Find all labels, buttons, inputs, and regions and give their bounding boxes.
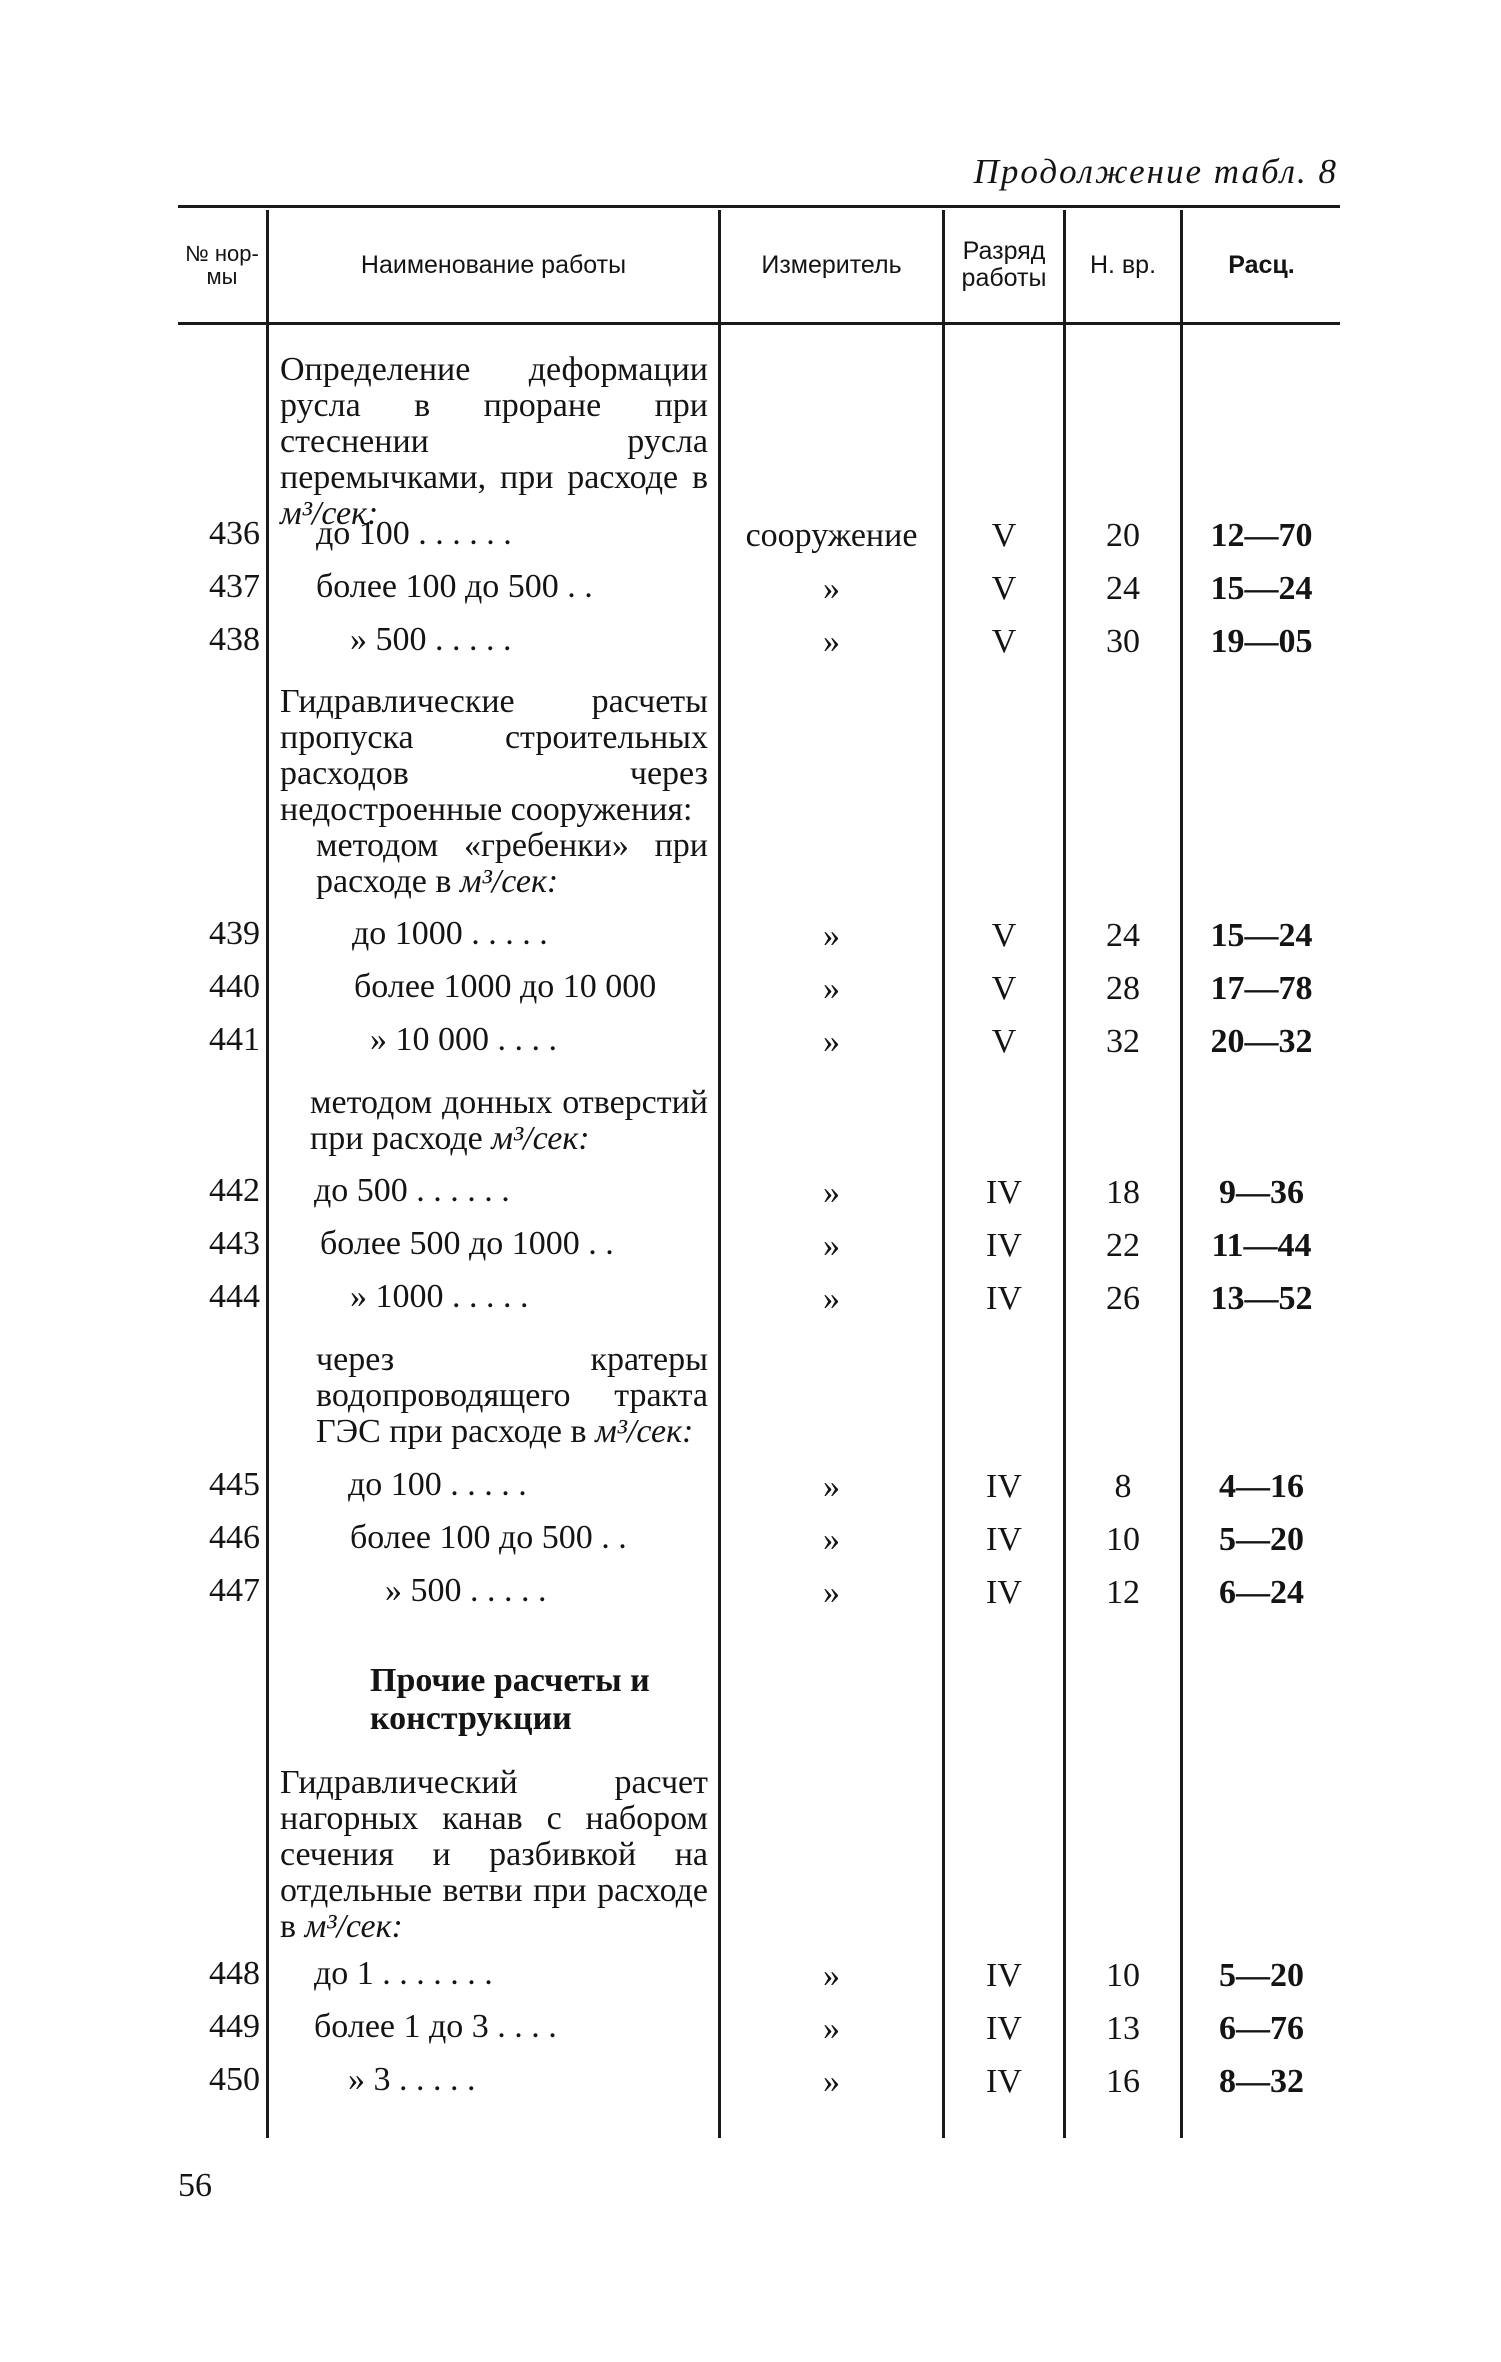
- header-time-norm: Н. вр.: [1089, 250, 1157, 279]
- norm-number: 443: [209, 1225, 260, 1262]
- grade-cell: IV: [986, 2010, 1022, 2047]
- unit-cell: »: [823, 917, 840, 954]
- time-cell: 24: [1106, 570, 1140, 607]
- grade-cell: IV: [986, 1227, 1022, 1264]
- unit-cell: »: [823, 623, 840, 660]
- rate-cell: 4—16: [1219, 1468, 1304, 1505]
- work-name: более 1 до 3 . . . .: [314, 2008, 557, 2045]
- norm-number: 448: [209, 1955, 260, 1992]
- column-divider-1: [266, 210, 269, 2138]
- rate-cell: 9—36: [1219, 1174, 1304, 1211]
- description-block: [316, 1342, 708, 1450]
- work-name: более 100 до 500 . .: [316, 568, 593, 605]
- norm-number: 441: [209, 1021, 260, 1058]
- norm-number: 436: [209, 515, 260, 552]
- time-cell: 22: [1106, 1227, 1140, 1264]
- work-name: » 1000 . . . . .: [350, 1278, 529, 1315]
- rate-cell: 20—32: [1210, 1023, 1313, 1060]
- unit-cell: »: [823, 1227, 840, 1264]
- unit-text: м³/сек:: [491, 1120, 590, 1157]
- description-text: Гидравлический расчет нагорных канав с набором сечения и разбивкой на отдельные ветви при расходе в: [280, 1764, 708, 1945]
- unit-cell: »: [823, 1468, 840, 1505]
- unit-cell: »: [823, 2010, 840, 2047]
- rate-cell: 17—78: [1210, 970, 1313, 1007]
- unit-text: м³/сек:: [459, 863, 559, 900]
- work-name: » 3 . . . . .: [348, 2061, 476, 2098]
- unit-cell: »: [823, 570, 840, 607]
- work-name: » 500 . . . . .: [350, 621, 512, 658]
- grade-cell: IV: [986, 2063, 1022, 2100]
- unit-cell: »: [823, 970, 840, 1007]
- page-number: 56: [178, 2167, 212, 2204]
- norm-number: 437: [209, 568, 260, 605]
- work-name: до 1000 . . . . .: [352, 915, 548, 952]
- work-name: до 500 . . . . . .: [314, 1172, 510, 1209]
- description-block: [310, 1085, 708, 1157]
- unit-text: м³/сек:: [304, 1908, 403, 1945]
- time-cell: 28: [1106, 970, 1140, 1007]
- work-name: более 100 до 500 . .: [350, 1519, 627, 1556]
- header-work-name: Наименование работы: [360, 250, 627, 279]
- table-caption: Продолжение табл. 8: [973, 152, 1338, 191]
- rate-cell: 13—52: [1210, 1280, 1313, 1317]
- rate-cell: 5—20: [1219, 1521, 1304, 1558]
- rate-cell: 6—76: [1219, 2010, 1304, 2047]
- work-name: » 500 . . . . .: [385, 1572, 547, 1609]
- grade-cell: V: [991, 1023, 1017, 1060]
- grade-cell: IV: [986, 1574, 1022, 1611]
- time-cell: 18: [1106, 1174, 1140, 1211]
- work-name: до 100 . . . . .: [348, 1466, 527, 1503]
- unit-cell: сооружение: [745, 517, 918, 554]
- unit-cell: »: [823, 1280, 840, 1317]
- unit-text: м³/сек:: [280, 495, 379, 532]
- rate-cell: 19—05: [1210, 623, 1313, 660]
- rate-cell: 12—70: [1210, 517, 1313, 554]
- time-cell: 32: [1106, 1023, 1140, 1060]
- description-block: Гидравлические расчеты пропуска строительных расходов через недостроенные сооружения:: [280, 683, 708, 828]
- work-name: до 100 . . . . . .: [316, 515, 512, 552]
- unit-text: м³/сек:: [595, 1413, 694, 1450]
- time-cell: 24: [1106, 917, 1140, 954]
- description-text: методом «гребенки» при расходе в: [316, 827, 708, 900]
- time-cell: 30: [1106, 623, 1140, 660]
- time-cell: 20: [1106, 517, 1140, 554]
- time-cell: 12: [1106, 1574, 1140, 1611]
- unit-cell: »: [823, 1957, 840, 1994]
- norm-number: 439: [209, 915, 260, 952]
- grade-cell: V: [991, 917, 1017, 954]
- norm-number: 440: [209, 968, 260, 1005]
- header-unit: Измеритель: [761, 250, 902, 279]
- rate-cell: 5—20: [1219, 1957, 1304, 1994]
- description-text: через кратеры водопроводящего тракта ГЭС при расходе в: [316, 1341, 708, 1450]
- grade-cell: IV: [986, 1174, 1022, 1211]
- header-norm-number: № нор-мы: [185, 241, 259, 289]
- unit-cell: »: [823, 1023, 840, 1060]
- header-grade: Разряд работы: [961, 237, 1047, 292]
- rate-cell: 11—44: [1211, 1227, 1312, 1264]
- time-cell: 13: [1106, 2010, 1140, 2047]
- time-cell: 8: [1114, 1468, 1132, 1505]
- norm-number: 450: [209, 2061, 260, 2098]
- grade-cell: V: [991, 623, 1017, 660]
- norm-number: 447: [209, 1572, 260, 1609]
- grade-cell: IV: [986, 1280, 1022, 1317]
- grade-cell: V: [991, 517, 1017, 554]
- description-text: Определение деформации русла в проране при стеснении русла перемычками, при расходе в: [280, 351, 708, 496]
- rate-cell: 8—32: [1219, 2063, 1304, 2100]
- unit-cell: »: [823, 1574, 840, 1611]
- norm-number: 442: [209, 1172, 260, 1209]
- time-cell: 26: [1106, 1280, 1140, 1317]
- norm-number: 449: [209, 2008, 260, 2045]
- rate-cell: 6—24: [1219, 1574, 1304, 1611]
- time-cell: 10: [1106, 1957, 1140, 1994]
- unit-cell: »: [823, 1174, 840, 1211]
- work-name: более 1000 до 10 000: [354, 968, 657, 1005]
- grade-cell: V: [991, 970, 1017, 1007]
- rate-cell: 15—24: [1210, 917, 1313, 954]
- time-cell: 16: [1106, 2063, 1140, 2100]
- unit-cell: »: [823, 2063, 840, 2100]
- description-text: методом донных отверстий при расходе: [310, 1084, 708, 1157]
- description-block: [316, 828, 708, 900]
- grade-cell: IV: [986, 1957, 1022, 1994]
- norm-number: 446: [209, 1519, 260, 1556]
- header-rate: Расц.: [1228, 250, 1295, 279]
- rate-cell: 15—24: [1210, 570, 1313, 607]
- description-block: [280, 1765, 708, 1945]
- norm-number: 445: [209, 1466, 260, 1503]
- time-cell: 10: [1106, 1521, 1140, 1558]
- section-title: Прочие расчеты и конструкции: [370, 1662, 650, 1737]
- grade-cell: IV: [986, 1521, 1022, 1558]
- table-top-rule: [178, 205, 1340, 208]
- grade-cell: IV: [986, 1468, 1022, 1505]
- work-name: до 1 . . . . . . .: [314, 1955, 493, 1992]
- header-bottom-rule: [178, 322, 1340, 325]
- norm-number: 444: [209, 1278, 260, 1315]
- work-name: » 10 000 . . . .: [370, 1021, 557, 1058]
- norm-number: 438: [209, 621, 260, 658]
- unit-cell: »: [823, 1521, 840, 1558]
- grade-cell: V: [991, 570, 1017, 607]
- description-block: [280, 352, 708, 532]
- work-name: более 500 до 1000 . .: [320, 1225, 614, 1262]
